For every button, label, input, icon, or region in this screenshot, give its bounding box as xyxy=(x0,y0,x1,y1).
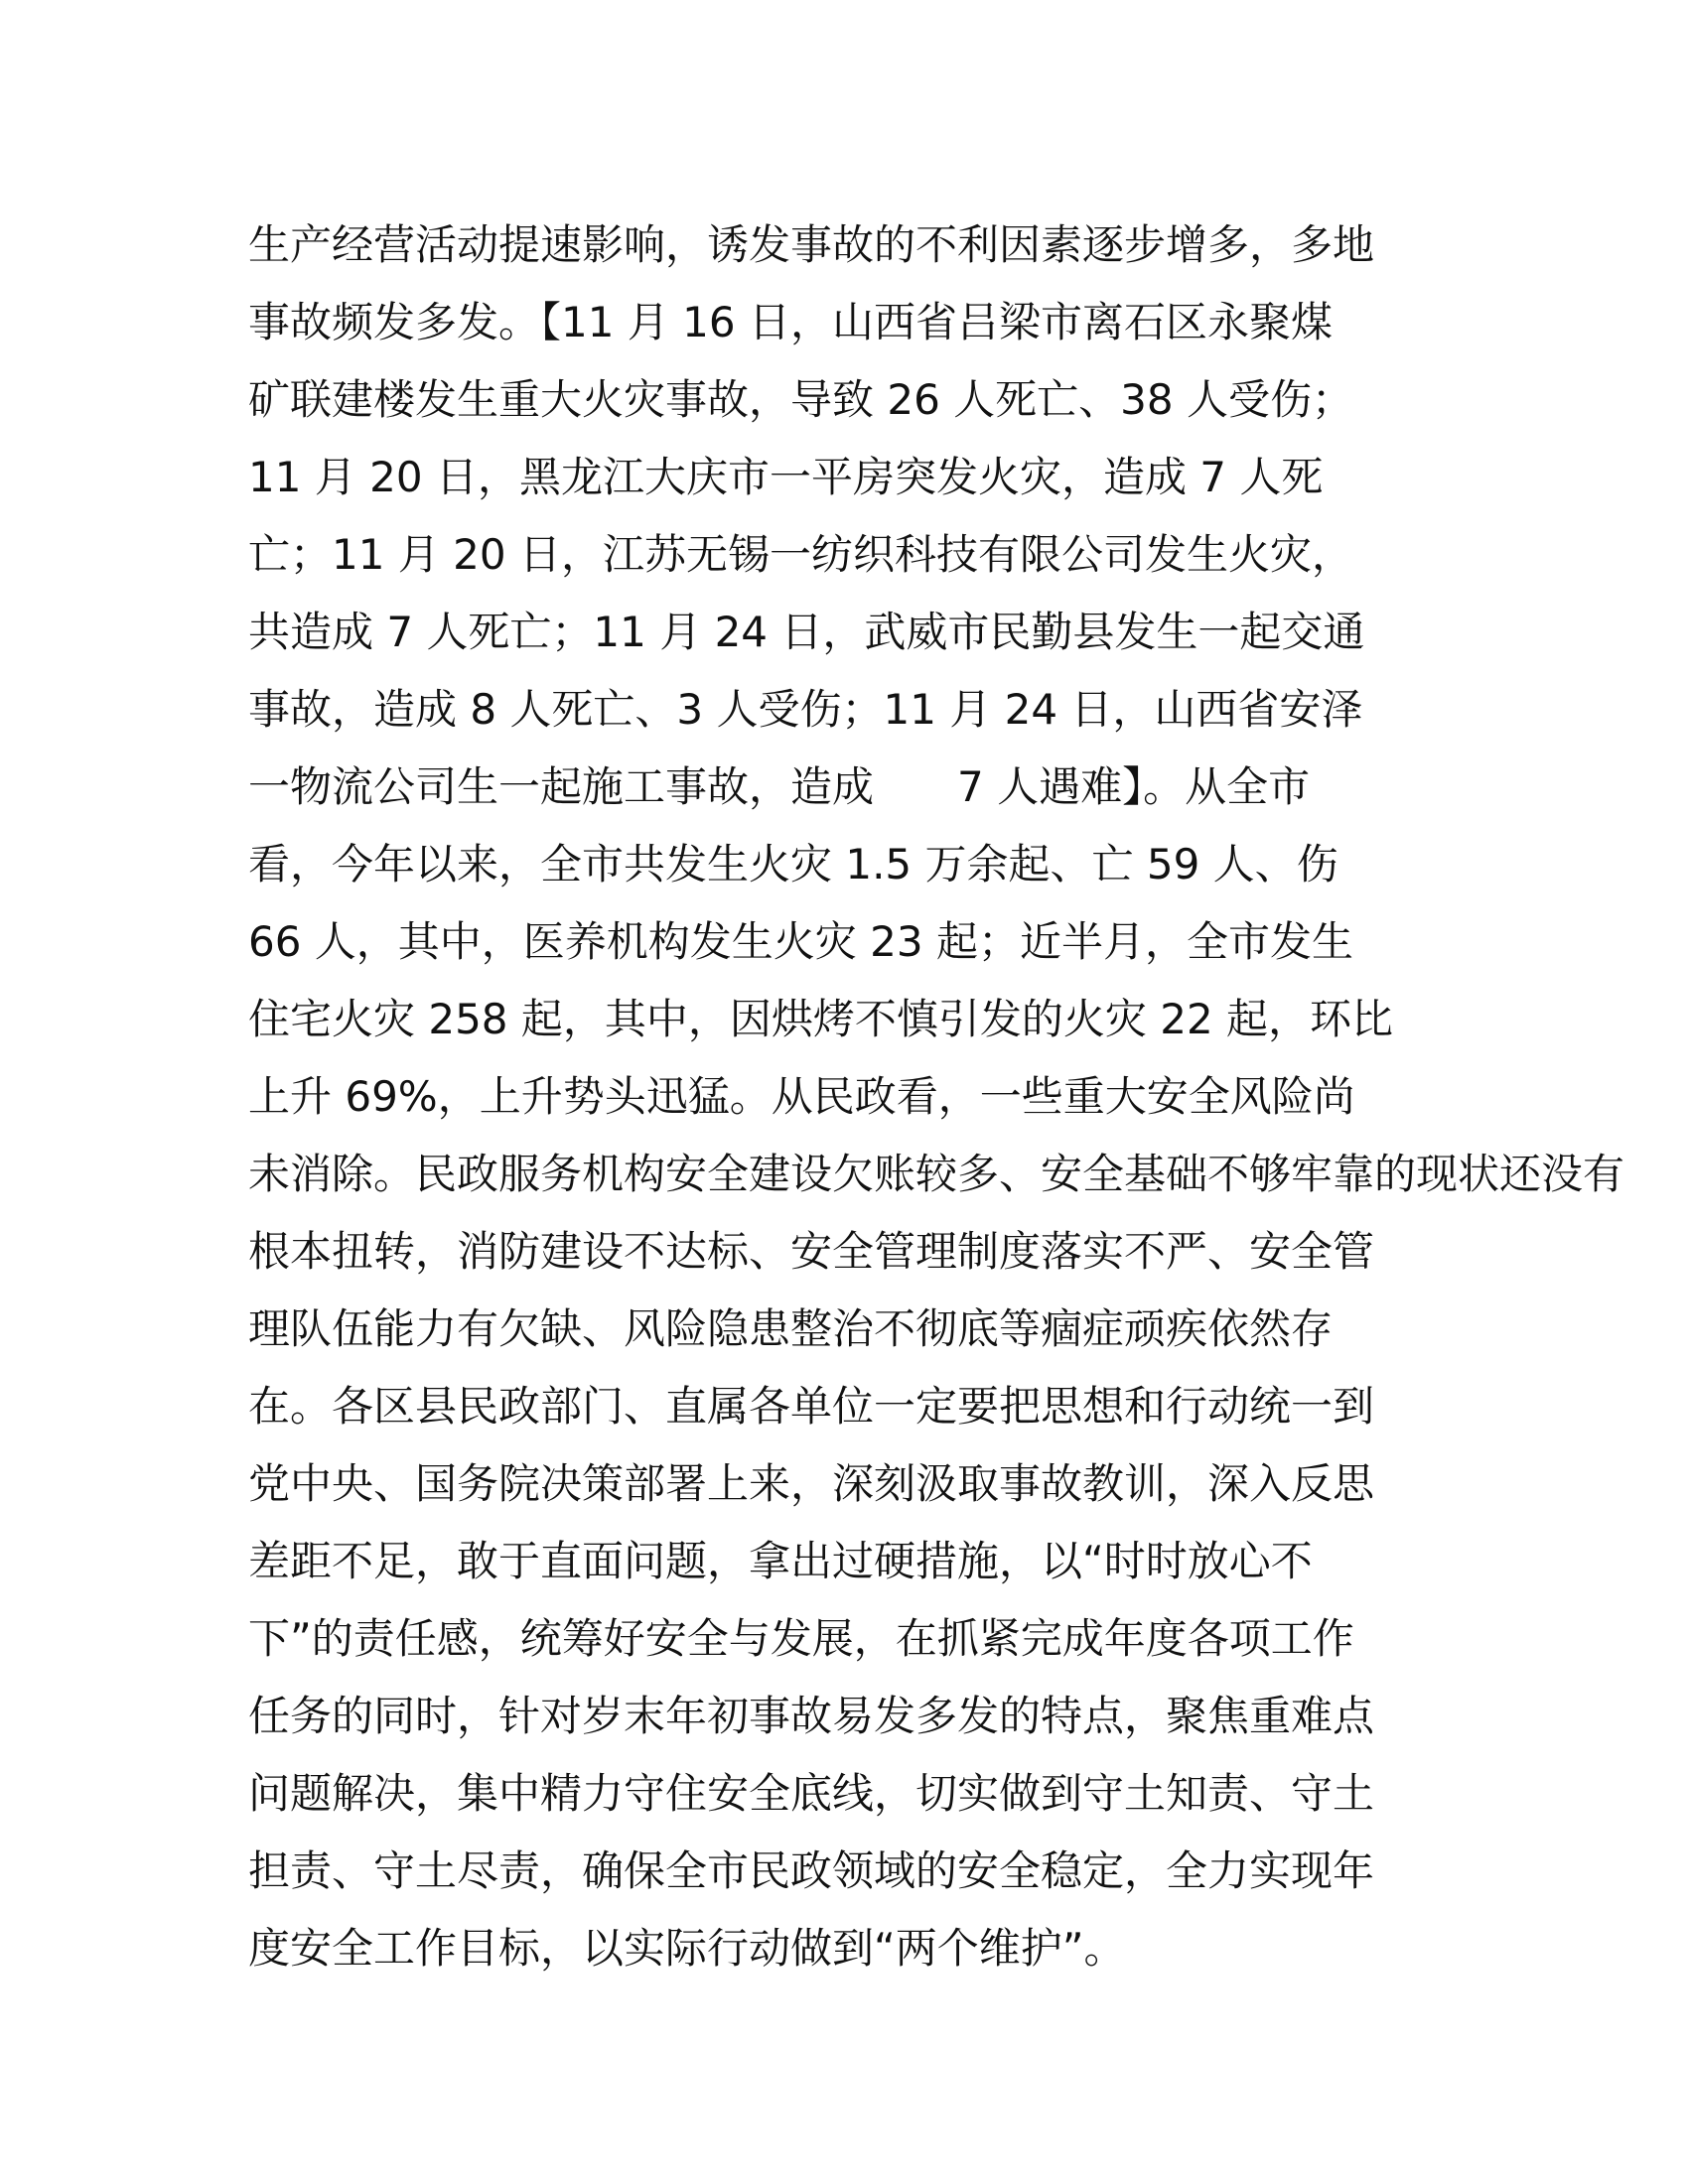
text-line: 矿联建楼发生重大火灾事故，导致 26 人死亡、38 人受伤； xyxy=(248,375,1353,424)
text-line: 亡；11 月 20 日，江苏无锡一纺织科技有限公司发生火灾， xyxy=(248,530,1353,579)
text-line: 共造成 7 人死亡；11 月 24 日，武威市民勤县发生一起交通 xyxy=(248,608,1365,656)
text-line: 下”的责任感，统筹好安全与发展，在抓紧完成年度各项工作 xyxy=(248,1614,1354,1663)
text-line: 住宅火灾 258 起，其中，因烘烤不慎引发的火灾 22 起，环比 xyxy=(248,995,1394,1043)
body-paragraph xyxy=(248,215,1625,1996)
text-line: 差距不足，敢于直面问题，拿出过硬措施，以“时时放心不 xyxy=(248,1537,1313,1585)
text-line: 66 人，其中，医养机构发生火灾 23 起；近半月，全市发生 xyxy=(248,917,1353,966)
text-line: 未消除。民政服务机构安全建设欠账较多、安全基础不够牢靠的现状还没有 xyxy=(248,1150,1625,1198)
text-line: 看，今年以来，全市共发生火灾 1.5 万余起、亡 59 人、伤 xyxy=(248,840,1338,888)
text-line: 任务的同时，针对岁末年初事故易发多发的特点，聚焦重难点 xyxy=(248,1692,1375,1740)
text-line: 问题解决，集中精力守住安全底线，切实做到守土知责、守土 xyxy=(248,1769,1375,1818)
text-line: 在。各区县民政部门、直属各单位一定要把思想和行动统一到 xyxy=(248,1382,1375,1431)
text-line: 度安全工作目标，以实际行动做到“两个维护”。 xyxy=(248,1924,1126,1973)
text-line: 事故频发多发。【11 月 16 日，山西省吕梁市离石区永聚煤 xyxy=(248,298,1333,346)
text-line: 上升 69%，上升势头迅猛。从民政看，一些重大安全风险尚 xyxy=(248,1072,1355,1121)
text-line: 一物流公司生一起施工事故，造成 7 人遇难】。从全市 xyxy=(248,762,1311,811)
text-line: 11 月 20 日，黑龙江大庆市一平房突发火灾，造成 7 人死 xyxy=(248,453,1324,501)
text-line: 担责、守土尽责，确保全市民政领域的安全稳定，全力实现年 xyxy=(248,1846,1375,1895)
text-line: 理队伍能力有欠缺、风险隐患整治不彻底等痼症顽疾依然存 xyxy=(248,1304,1334,1353)
text-line: 事故，造成 8 人死亡、3 人受伤；11 月 24 日，山西省安泽 xyxy=(248,685,1363,734)
text-line: 党中央、国务院决策部署上来，深刻汲取事故教训，深入反思 xyxy=(248,1459,1375,1508)
text-line: 根本扭转，消防建设不达标、安全管理制度落实不严、安全管 xyxy=(248,1227,1375,1276)
text-line: 生产经营活动提速影响，诱发事故的不利因素逐步增多，多地 xyxy=(248,220,1375,269)
